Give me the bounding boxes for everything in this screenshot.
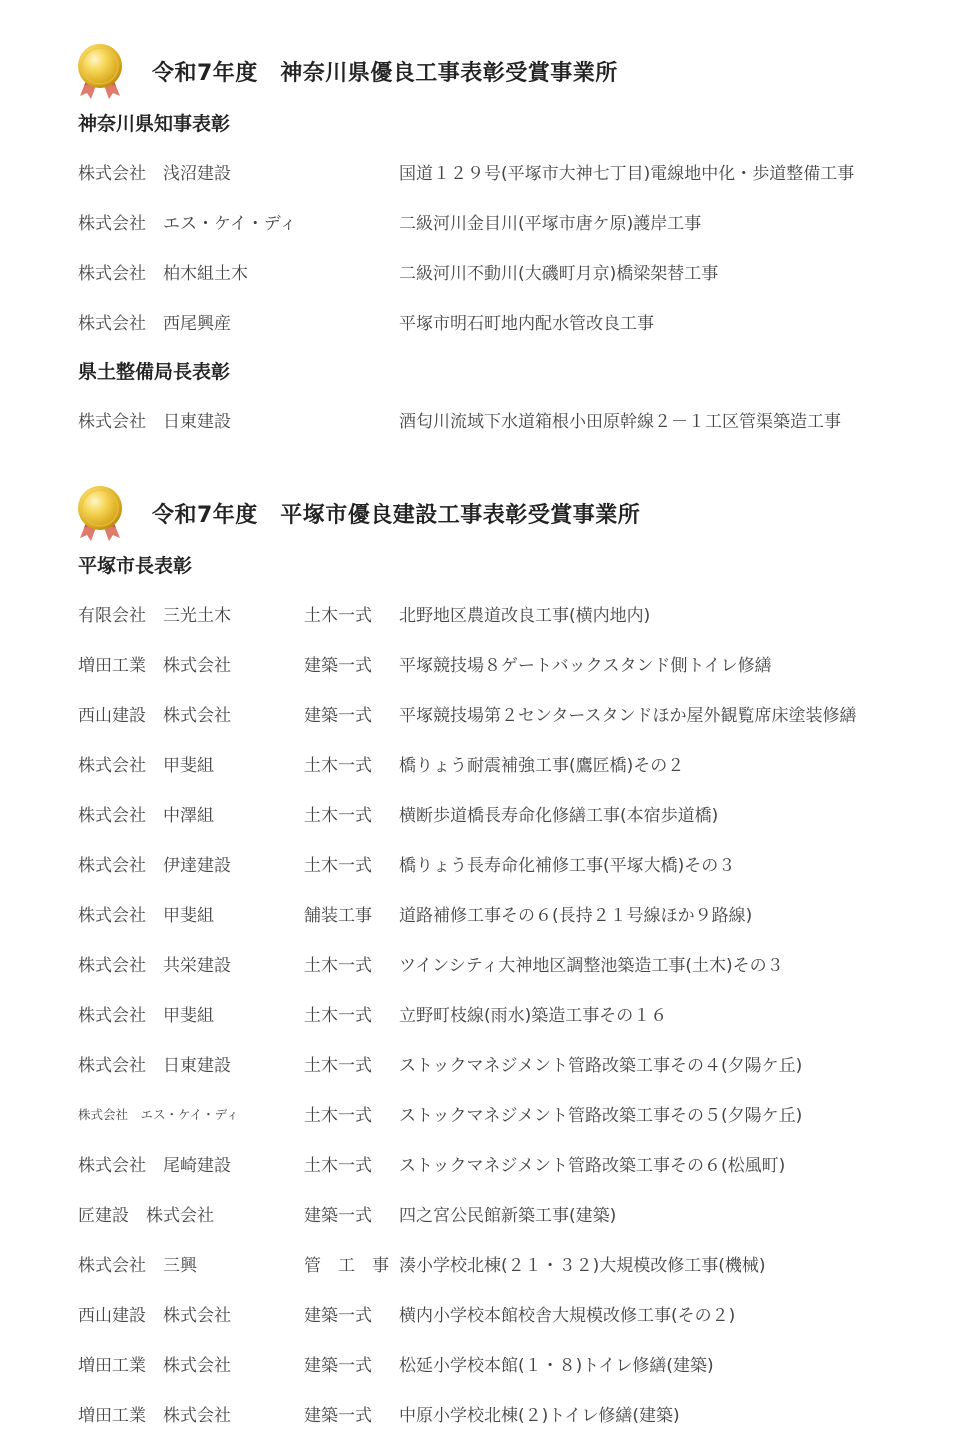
work-title: 湊小学校北棟(２１・３２)大規模改修工事(機械) <box>399 1256 766 1276</box>
list-item <box>0 951 970 977</box>
company-name: 株式会社 日東建設 <box>78 1056 231 1076</box>
company-name: 株式会社 尾崎建設 <box>78 1156 231 1176</box>
work-title: 道路補修工事その６(長持２１号線ほか９路線) <box>399 906 753 926</box>
work-title: ストックマネジメント管路改築工事その５(夕陽ケ丘) <box>399 1106 803 1126</box>
list-item <box>0 601 970 627</box>
award-heading-mayor: 平塚市長表彰 <box>78 555 193 577</box>
list-item <box>0 1351 970 1377</box>
award-heading-bureau-chief: 県土整備局長表彰 <box>78 361 231 383</box>
gold-medal-icon <box>74 42 126 100</box>
work-category: 建築一式 <box>304 1356 372 1376</box>
list-item <box>0 651 970 677</box>
section-header <box>0 42 970 102</box>
list-item <box>0 309 970 335</box>
work-title: 酒匂川流域下水道箱根小田原幹線２－１工区管渠築造工事 <box>399 412 841 432</box>
list-item <box>0 1401 970 1427</box>
work-category: 土木一式 <box>304 1006 372 1026</box>
list-item <box>0 751 970 777</box>
company-name: 株式会社 エス・ケイ・ディ <box>78 1107 239 1122</box>
section-hiratsuka-awards <box>0 484 970 1426</box>
work-title: 国道１２９号(平塚市大神七丁目)電線地中化・歩道整備工事 <box>399 164 855 184</box>
work-title: 平塚競技場８ゲートバックスタンド側トイレ修繕 <box>399 656 772 676</box>
list-item <box>0 1251 970 1277</box>
work-category: 土木一式 <box>304 1106 372 1126</box>
section-kanagawa-awards <box>0 42 970 432</box>
award-heading-governor: 神奈川県知事表彰 <box>78 113 231 135</box>
list-item <box>0 1101 970 1127</box>
work-category: 建築一式 <box>304 1306 372 1326</box>
company-name: 株式会社 甲斐組 <box>78 1006 214 1026</box>
company-name: 株式会社 日東建設 <box>78 412 231 432</box>
company-name: 株式会社 エス・ケイ・ディ <box>78 214 297 234</box>
work-category: 舗装工事 <box>304 906 372 926</box>
work-category: 土木一式 <box>304 606 372 626</box>
list-item <box>0 1001 970 1027</box>
list-item <box>0 259 970 285</box>
list-item <box>0 901 970 927</box>
work-category: 管 工 事 <box>304 1256 389 1276</box>
gold-medal-icon <box>74 484 126 542</box>
work-category: 土木一式 <box>304 856 372 876</box>
company-name: 株式会社 甲斐組 <box>78 906 214 926</box>
list-item <box>0 209 970 235</box>
list-item <box>0 851 970 877</box>
work-category: 建築一式 <box>304 656 372 676</box>
work-category: 建築一式 <box>304 1406 372 1426</box>
company-name: 増田工業 株式会社 <box>78 1356 231 1376</box>
company-name: 株式会社 西尾興産 <box>78 314 231 334</box>
work-category: 建築一式 <box>304 706 372 726</box>
work-title: ストックマネジメント管路改築工事その６(松風町) <box>399 1156 786 1176</box>
work-title: 平塚競技場第２センタースタンドほか屋外観覧席床塗装修繕 <box>399 706 857 726</box>
company-name: 西山建設 株式会社 <box>78 706 231 726</box>
work-title: 立野町枝線(雨水)築造工事その１６ <box>399 1006 668 1026</box>
section-header <box>0 484 970 544</box>
company-name: 株式会社 甲斐組 <box>78 756 214 776</box>
company-name: 株式会社 浅沼建設 <box>78 164 231 184</box>
list-item <box>0 801 970 827</box>
company-name: 西山建設 株式会社 <box>78 1306 231 1326</box>
company-name: 増田工業 株式会社 <box>78 656 231 676</box>
list-item <box>0 1051 970 1077</box>
company-name: 株式会社 共栄建設 <box>78 956 231 976</box>
list-item <box>0 407 970 433</box>
company-name: 株式会社 柏木組土木 <box>78 264 248 284</box>
company-name: 株式会社 伊達建設 <box>78 856 231 876</box>
work-title: 四之宮公民館新築工事(建築) <box>399 1206 617 1226</box>
work-title: 北野地区農道改良工事(横内地内) <box>399 606 651 626</box>
work-title: 二級河川不動川(大磯町月京)橋梁架替工事 <box>399 264 719 284</box>
company-name: 有限会社 三光土木 <box>78 606 231 626</box>
work-category: 土木一式 <box>304 756 372 776</box>
work-title: 二級河川金目川(平塚市唐ケ原)護岸工事 <box>399 214 702 234</box>
work-title: 松延小学校本館(１・８)トイレ修繕(建築) <box>399 1356 714 1376</box>
list-item <box>0 1201 970 1227</box>
company-name: 匠建設 株式会社 <box>78 1206 214 1226</box>
work-title: 橋りょう耐震補強工事(鷹匠橋)その２ <box>399 756 685 776</box>
company-name: 増田工業 株式会社 <box>78 1406 231 1426</box>
work-title: 横断歩道橋長寿命化修繕工事(本宿歩道橋) <box>399 806 719 826</box>
company-name: 株式会社 中澤組 <box>78 806 214 826</box>
list-item <box>0 1301 970 1327</box>
work-category: 土木一式 <box>304 1056 372 1076</box>
work-title: 横内小学校本館校舎大規模改修工事(その２) <box>399 1306 736 1326</box>
list-item <box>0 159 970 185</box>
work-category: 建築一式 <box>304 1206 372 1226</box>
work-title: 橋りょう長寿命化補修工事(平塚大橋)その３ <box>399 856 736 876</box>
work-category: 土木一式 <box>304 806 372 826</box>
work-category: 土木一式 <box>304 1156 372 1176</box>
work-title: 中原小学校北棟(２)トイレ修繕(建築) <box>399 1406 680 1426</box>
work-category: 土木一式 <box>304 956 372 976</box>
list-item <box>0 1151 970 1177</box>
list-item <box>0 701 970 727</box>
section-title: 令和7年度 平塚市優良建設工事表彰受賞事業所 <box>152 503 641 528</box>
work-title: ストックマネジメント管路改築工事その４(夕陽ケ丘) <box>399 1056 803 1076</box>
work-title: ツインシティ大神地区調整池築造工事(土木)その３ <box>399 956 784 976</box>
work-title: 平塚市明石町地内配水管改良工事 <box>399 314 654 334</box>
company-name: 株式会社 三興 <box>78 1256 197 1276</box>
section-title: 令和7年度 神奈川県優良工事表彰受賞事業所 <box>152 61 618 86</box>
